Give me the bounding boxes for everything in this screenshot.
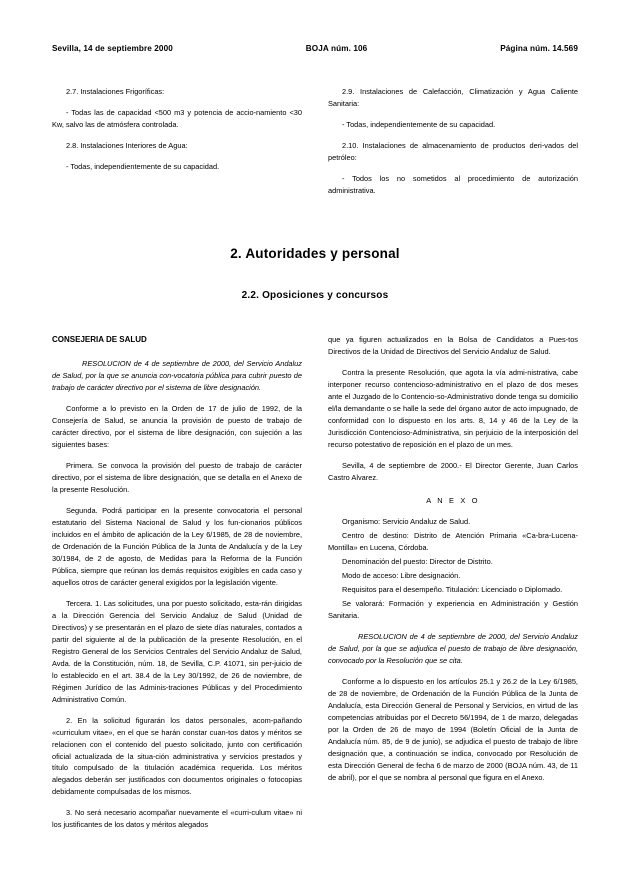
paragraph: 2.9. Instalaciones de Calefacción, Climatización y Agua Caliente Sanitaria: [328, 87, 578, 108]
anexo-label: A N E X O [426, 495, 480, 505]
resolution-intro: RESOLUCION de 4 de septiembre de 2000, del Servicio Andaluz de Salud, por la que se anuncia con-vocatoria pública para cubrir puesto de trabajo de carácter directivo por el sistema de libre designación. [52, 358, 302, 392]
paragraph: - Todos los no sometidos al procedimiento de autorización administrativa. [328, 173, 578, 195]
main-columns [52, 334, 578, 831]
running-head [52, 44, 578, 53]
anexo-line: Se valorará: Formación y experiencia en Administración y Gestión Sanitaria. [328, 598, 578, 620]
left-column [52, 334, 302, 831]
resolution-intro: RESOLUCION de 4 de septiembre de 2000, del Servicio Andaluz de Salud, por la que se adjudica el puesto de trabajo de libre designación, convocado por la Resolución que se cita. [328, 631, 578, 665]
running-head-center: BOJA núm. 106 [305, 44, 368, 53]
anexo-line: Requisitos para el desempeño. Titulación: Licenciado o Diplomado. [342, 584, 563, 594]
top-columns [52, 86, 578, 197]
paragraph: Conforme a lo previsto en la Orden de 17 de julio de 1992, de la Consejería de Salud, se anuncia la provisión de puesto de trabajo de carácter directivo, por el sistema de libre designación, con sujeción a las siguientes bases: [52, 403, 302, 449]
anexo-line: Centro de destino: Distrito de Atención Primaria «Ca-bra-Lucena-Montilla» en Lucena, Córdoba. [328, 530, 578, 552]
signature: Sevilla, 4 de septiembre de 2000.- El Director Gerente, Juan Carlos Castro Alvarez. [328, 460, 578, 482]
top-right-column [328, 86, 578, 197]
section-title: 2. Autoridades y personal [230, 246, 400, 261]
paragraph: que ya figuren actualizados en la Bolsa de Candidatos a Pues-tos Directivos de la Unidad de Directivos del Servicio Andaluz de Salud. [328, 335, 578, 356]
paragraph: Primera. Se convoca la provisión del puesto de trabajo de carácter directivo, por el sistema de libre designación, que se detalla en el Anexo de la presente Resolución. [52, 460, 302, 494]
paragraph: Contra la presente Resolución, que agota la vía admi-nistrativa, cabe interponer recurso contencioso-administrativo en el plazo de dos meses ante el Juzgado de lo Contencio-so-Administrativo donde tenga su domicilio el/la demandante o se halle la sede del órgano autor de acto impugnado, de conformidad con lo dispuesto en los arts. 8, 14 y 46 de la Ley de la Jurisdicción Contencioso-Administrativa, sin perjuicio de la interposición del recurso potestativo de reposición en el plazo de un mes. [328, 367, 578, 449]
paragraph: 2.8. Instalaciones Interiores de Agua: [66, 140, 188, 150]
anexo-line: Organismo: Servicio Andaluz de Salud. [342, 516, 471, 526]
paragraph: Segunda. Podrá participar en la presente convocatoria el personal estatutario del Sistema Nacional de Salud y los fun-cionarios públicos incluidos en el ámbito de aplicación de la Ley 6/1985, de 28 de noviembre, de Ordenación de la Función Pública de la Junta de Andalucía y de la Ley 30/1984, de 2 de agosto, de Medidas para la Reforma de la Función Pública, siempre que reúnan los demás requisitos exigibles en cada caso y aquellos otros de carácter general exigidos por la legislación vigente. [52, 505, 302, 587]
paragraph: 2.7. Instalaciones Frigoríficas: [66, 87, 165, 96]
top-left-column [52, 86, 302, 197]
paragraph: - Todas, independientemente de su capacidad. [66, 161, 220, 171]
running-head-right: Página núm. 14.569 [500, 44, 578, 53]
paragraph: - Todas las de capacidad <500 m3 y potencia de accio-namiento <30 Kw, salvo las de atmósfera controlada. [52, 107, 302, 129]
running-head-left: Sevilla, 14 de septiembre 2000 [52, 44, 173, 53]
anexo-line: Denominación del puesto: Director de Distrito. [342, 556, 493, 566]
organization-heading: CONSEJERIA DE SALUD [52, 335, 147, 344]
paragraph: 3. No será necesario acompañar nuevamente el «curri-culum vitae» ni los justificantes de los datos y méritos alegados [52, 808, 302, 830]
paragraph: - Todas, independientemente de su capacidad. [342, 119, 496, 129]
paragraph: 2. En la solicitud figurarán los datos personales, acom-pañando «curriculum vitae», en el que se harán constar cuan-tos datos y méritos se relacionen con el contenido del puesto solicitado, junto con certificación oficial actualizada de la situa-ción administrativa y servicios prestados y título compulsado de la titulación académica requerida. Los méritos alegados deberán ser justificados con documentos originales o fotocopias debidamente compulsadas de los mismos. [52, 715, 302, 797]
paragraph: 2.10. Instalaciones de almacenamiento de productos deri-vados del petróleo: [328, 140, 578, 162]
paragraph: Conforme a lo dispuesto en los artículos 25.1 y 26.2 de la Ley 6/1985, de 28 de noviembre, de Ordenación de la Función Pública de la Junta de Andalucía, esta Dirección General de Personal y Servicios, en virtud de las competencias atribuidas por el Decreto 56/1994, de 1 de marzo, delegadas por la Orden de 26 de mayo de 1994 (Boletín Oficial de la Junta de Andalucía núm. 85, de 9 de junio), se adjudica el puesto de trabajo de libre designación que, a continuación se indica, convocado por Resolución de esta Dirección General de fecha 6 de marzo de 2000 (BOJA núm. 43, de 11 de abril), por el que se nombra al personal que figura en el Anexo. [328, 676, 578, 782]
right-column [328, 334, 578, 831]
section-subtitle: 2.2. Oposiciones y concursos [241, 290, 389, 301]
anexo-line: Modo de acceso: Libre designación. [342, 570, 461, 580]
paragraph: Tercera. 1. Las solicitudes, una por puesto solicitado, esta-rán dirigidas a la Dirección Gerencia del Servicio Andaluz de Salud (Unidad de Directivos) y se presentarán en el plazo de siete días naturales, contados a partir del siguiente al de la publicación de la presente Resolución, en el Registro General de los Servicios Centrales del Servicio Andaluz de Salud, Avda. de la Constitución, núm. 18, de Sevilla, C.P. 41071, sin per-juicio de lo establecido en el art. 38.4 de la Ley 30/1992, de 26 de noviembre, de Régimen Jurídico de las Adminis-traciones Públicas y del Procedimiento Administrativo Común. [52, 598, 302, 704]
